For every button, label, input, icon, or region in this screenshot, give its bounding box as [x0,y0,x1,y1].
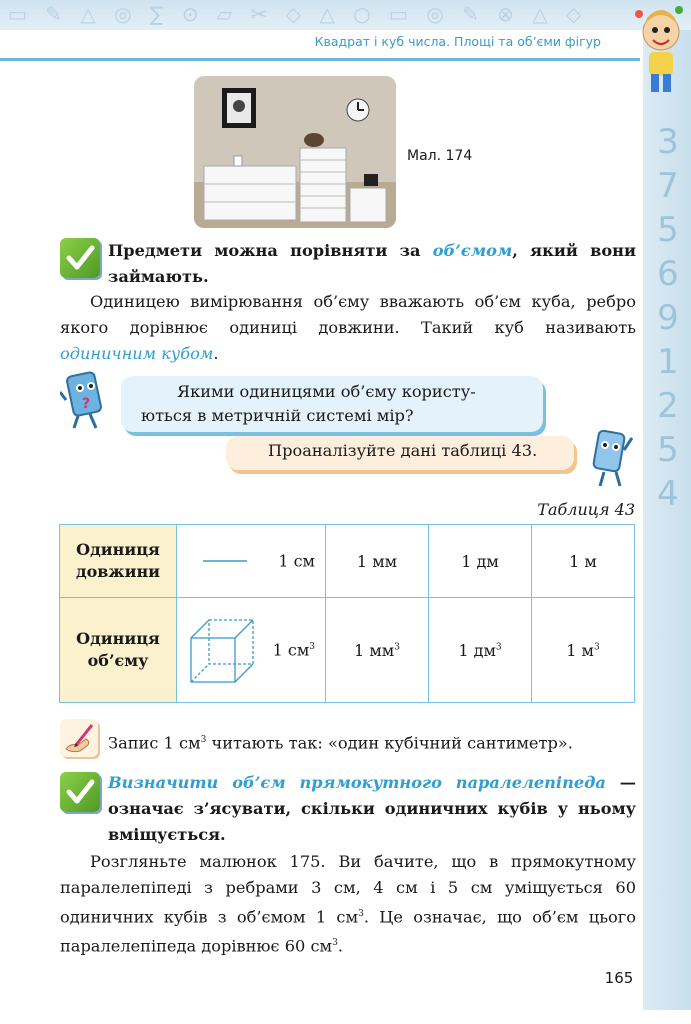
row-header-line: об’єму [87,651,149,670]
paragraph-unit-cube [60,289,636,367]
power: 3 [332,938,338,949]
robot-phone-icon [60,370,112,432]
table-cell [532,598,635,703]
task-bubble [226,436,574,470]
row-header-length [60,525,177,598]
furniture-photo [194,76,396,228]
robot-phone-icon [584,428,634,490]
cell-unit: 1 см [272,640,310,660]
row-header-line: Одиниця [76,629,160,648]
term-volume: об’ємом [432,241,513,260]
checkmark-icon [60,238,100,278]
page-number: 165 [596,964,642,992]
table-caption: Таблиця 43 [537,500,635,519]
cell-power: 3 [593,642,600,653]
pencil-hand-icon [60,719,98,757]
row-header-line: довжини [75,562,161,581]
table-cell [177,598,326,703]
svg-text:?: ? [82,396,91,412]
table-cell [429,598,532,703]
note-reading [108,727,636,756]
cell-value [273,641,315,660]
cell-unit: 1 м [566,640,594,660]
cell-power: 3 [394,642,400,653]
side-numbers-decor: 3 7 5 6 9 1 2 5 4 [657,122,679,514]
rule-definition-parallelepiped [108,770,636,848]
task-text: Проаналізуйте дані таблиці 43. [268,441,538,460]
running-header: Квадрат і куб числа. Площі та об’єми фігур [314,34,601,49]
question-line-1: Якими одиницями об’єму користу- [177,382,476,401]
units-table [59,524,635,703]
side-decor-strip [643,30,691,1010]
rule-text-end: — означає з’ясувати, скільки одиничних кубів у ньому вміщується. [108,773,636,844]
table-cell: 1 дм [429,525,532,598]
table-cell [326,598,429,703]
row-header-volume [60,598,177,703]
table-row [60,598,635,703]
cell-unit: 1 дм [458,640,496,660]
segment-icon [203,559,247,563]
note-text: Запис 1 см [108,733,201,753]
math-doodles-decor: ▭ ✎ △ ◎ ∑ ⊙ ▱ ✂ ◇ △ ○ ▭ ◎ ✎ ⊗ △ ◇ [8,2,588,26]
boy-mascot-icon [631,4,687,96]
table-cell: 1 м [532,525,635,598]
cube-icon [189,618,257,684]
top-decor-band [0,0,691,30]
term-unit-cube: одиничним кубом [60,344,214,363]
term-parallelepiped-volume: Визначити об’єм прямокутного паралелепіпеда [108,773,606,792]
header-rule [0,58,640,61]
row-header-line: Одиниця [76,540,160,559]
paragraph-figure-175 [60,849,636,960]
paragraph-text: Розгляньте малюнок 175. Ви бачите, що в прямокутному паралелепіпеді з ребрами 3 см, 4 см і 5 см уміщується 60 одиничних кубів з об’ємом 1 см [60,852,636,927]
table-cell: 1 мм [326,525,429,598]
note-power: 3 [200,735,207,745]
paragraph-text: . Це означає, що об’єм цього паралелепіпеда дорівнює 60 см [60,907,637,956]
rule-definition-volume [108,238,636,290]
rule-text: Предмети можна порівняти за [108,241,433,260]
paragraph-end: . [337,936,344,956]
cell-unit: 1 мм [354,640,395,660]
checkmark-icon [60,772,100,812]
paragraph-text: Одиницею вимірювання об’єму вважають об’єм куба, ребро якого дорівнює одиниці довжини. Такий куб називають [60,292,636,337]
question-bubble [121,376,543,432]
cell-power: 3 [495,642,502,653]
rule-text-end: , який вони займають. [108,241,637,286]
power: 3 [358,909,364,919]
cell-value: 1 см [278,551,315,571]
cell-power: 3 [309,642,315,653]
note-text-end: читають так: «один кубічний сантиметр». [206,733,573,753]
table-row [60,525,635,598]
paragraph-end: . [213,344,219,363]
question-line-2: ються в метричній системі мір? [141,406,414,425]
table-cell [177,525,326,598]
figure-caption: Мал. 174 [407,148,473,164]
